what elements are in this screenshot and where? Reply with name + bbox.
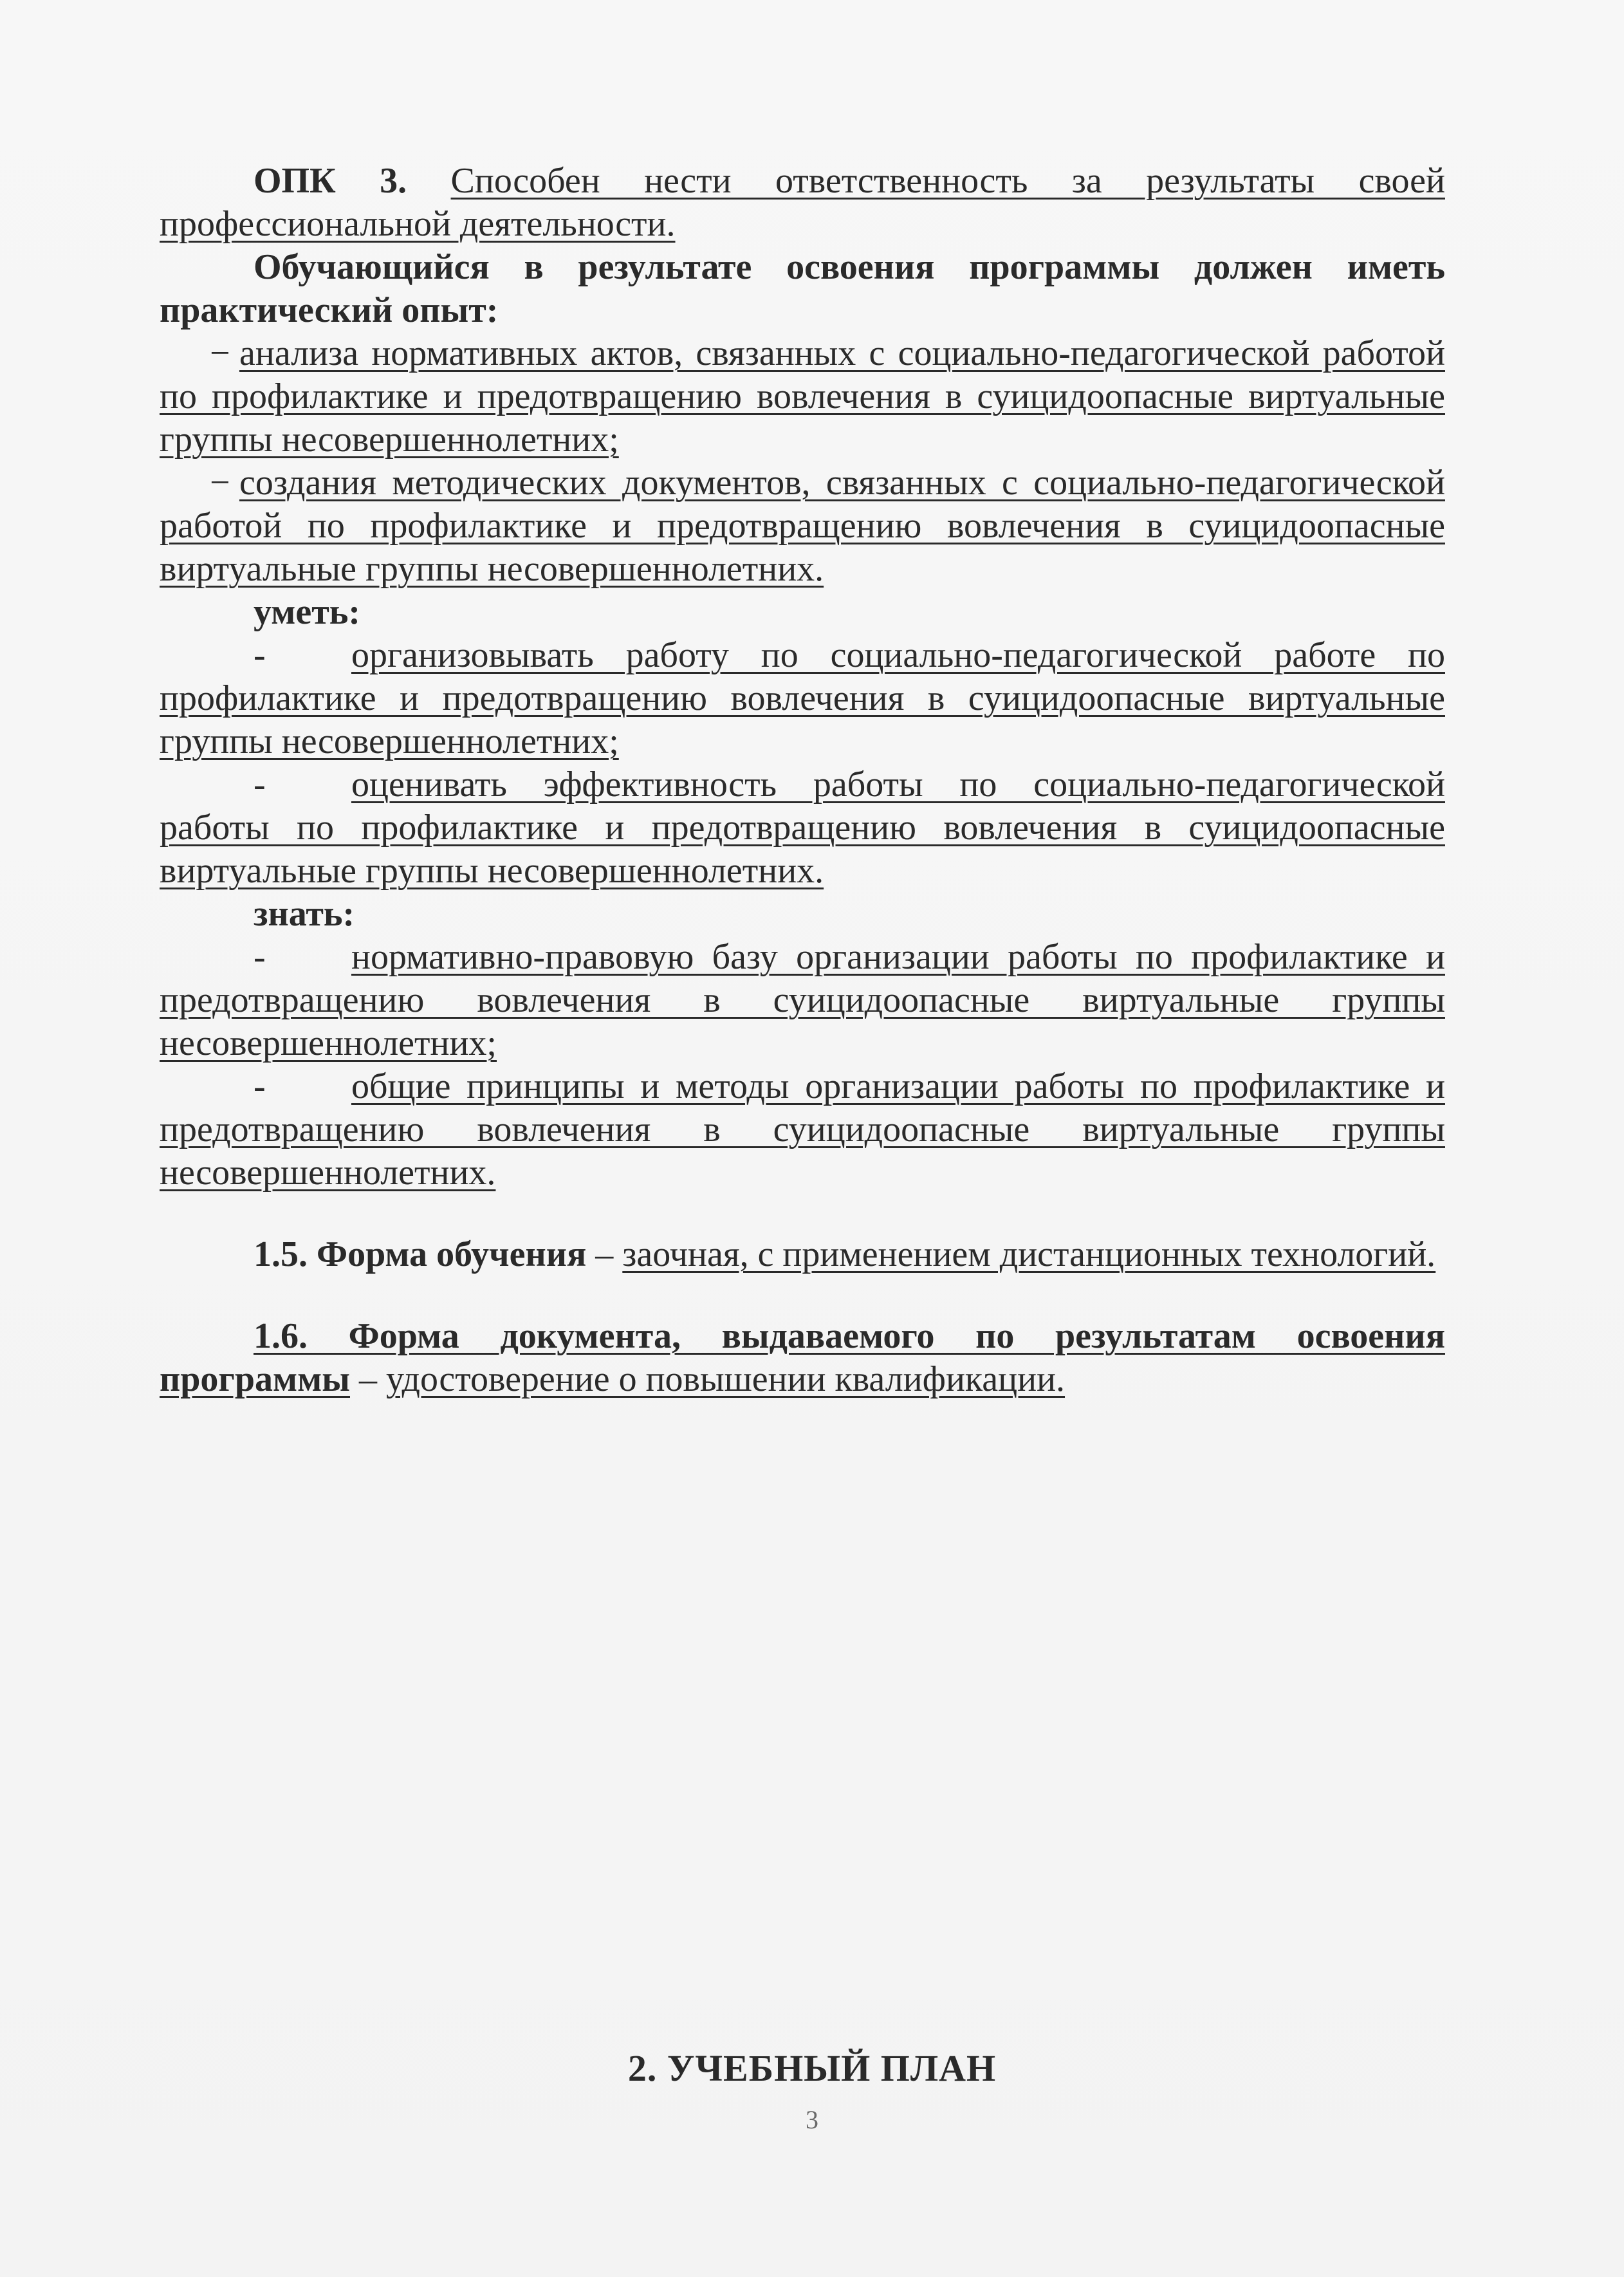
knowledge-heading: знать: bbox=[254, 894, 355, 934]
list-dash: - bbox=[254, 635, 266, 675]
page-number: 3 bbox=[806, 2105, 818, 2134]
section-1-5-separator: – bbox=[595, 1234, 614, 1274]
list-dash: - bbox=[254, 1066, 266, 1106]
knowledge-item bbox=[160, 936, 1445, 1065]
practice-item-text: анализа нормативных актов, связанных с социально-педагогической работой по профилактике и предотвращению вовлечения в суицидоопасные виртуальные группы несовершеннолетних; bbox=[160, 333, 1445, 460]
skills-item bbox=[160, 763, 1445, 893]
intro-paragraph: Обучающийся в результате освоения программы должен иметь практический опыт: bbox=[160, 247, 1445, 330]
section-2-title: 2. УЧЕБНЫЙ ПЛАН bbox=[627, 2047, 997, 2089]
section-1-5-label: 1.5. Форма обучения bbox=[254, 1234, 587, 1274]
section-1-6-value: удостоверение о повышении квалификации. bbox=[386, 1359, 1066, 1399]
skills-item-text: организовывать работу по социально-педагогической работе по профилактике и предотвращению вовлечения в суицидоопасные виртуальные группы несовершеннолетних; bbox=[160, 635, 1445, 761]
opk-text: Способен нести ответственность за результаты своей профессиональной деятельности. bbox=[160, 161, 1445, 244]
section-1-6-label: 1.6. Форма документа, выдаваемого по результатам освоения программы bbox=[160, 1316, 1445, 1399]
practice-item-text: создания методических документов, связанных с социально-педагогической работой по профилактике и предотвращению вовлечения в суицидоопасные виртуальные группы несовершеннолетних. bbox=[160, 463, 1445, 589]
spacer bbox=[160, 1276, 1445, 1315]
practice-item bbox=[160, 461, 1445, 591]
list-dash: - bbox=[254, 765, 266, 804]
knowledge-item-text: нормативно-правовую базу организации работы по профилактике и предотвращению вовлечения в суицидоопасные виртуальные группы несовершеннолетних; bbox=[160, 937, 1445, 1063]
list-dash: − bbox=[210, 463, 230, 503]
skills-item-text: оценивать эффективность работы по социально-педагогической работы по профилактике и предотвращению вовлечения в суицидоопасные виртуальные группы несовершеннолетних. bbox=[160, 765, 1445, 891]
document-body bbox=[160, 160, 1445, 1401]
spacer bbox=[160, 1194, 1445, 1233]
skills-item bbox=[160, 634, 1445, 763]
knowledge-item bbox=[160, 1065, 1445, 1194]
list-dash: − bbox=[210, 333, 230, 373]
opk-label: ОПК 3. bbox=[254, 161, 407, 201]
section-1-6-separator: – bbox=[359, 1359, 377, 1399]
skills-heading: уметь: bbox=[254, 592, 361, 632]
list-dash: - bbox=[254, 937, 266, 977]
section-1-5 bbox=[160, 1233, 1445, 1276]
practice-item bbox=[160, 332, 1445, 461]
section-1-5-value: заочная, с применением дистанционных технологий. bbox=[622, 1234, 1436, 1274]
opk-paragraph bbox=[160, 160, 1445, 246]
section-1-6 bbox=[160, 1315, 1445, 1401]
knowledge-item-text: общие принципы и методы организации работы по профилактике и предотвращению вовлечения в суицидоопасные виртуальные группы несовершеннолетних. bbox=[160, 1066, 1445, 1193]
